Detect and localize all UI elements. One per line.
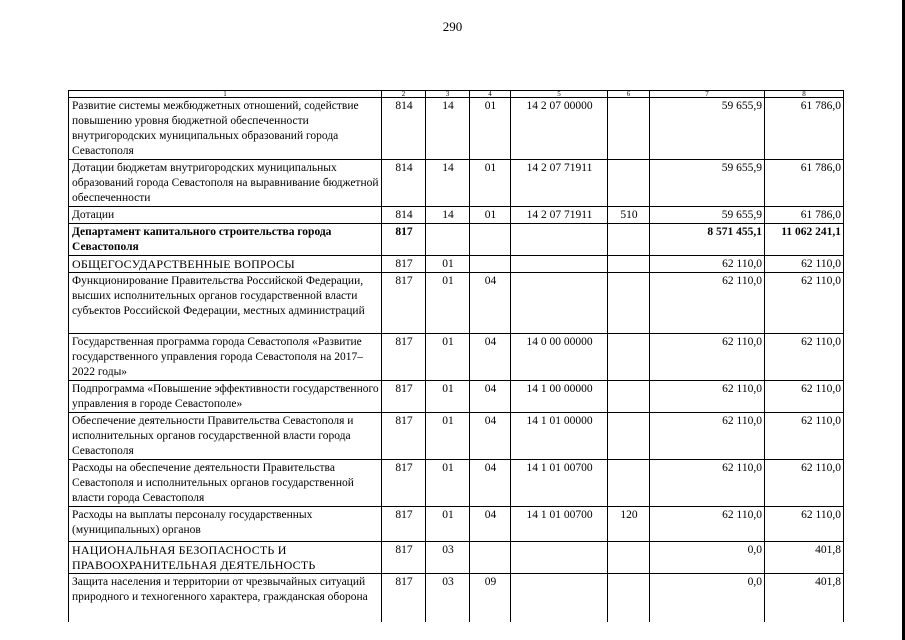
column-number: 1 bbox=[69, 91, 382, 98]
row-gr: 817 bbox=[382, 507, 426, 542]
row-vr bbox=[608, 160, 650, 207]
row-sum-1: 62 110,0 bbox=[650, 334, 765, 381]
row-csr: 14 0 00 00000 bbox=[511, 334, 608, 381]
row-name: ОБЩЕГОСУДАРСТВЕННЫЕ ВОПРОСЫ bbox=[69, 256, 382, 273]
row-rz: 01 bbox=[426, 273, 470, 334]
row-csr bbox=[511, 256, 608, 273]
table-row bbox=[69, 460, 844, 507]
row-vr bbox=[608, 381, 650, 413]
table-row bbox=[69, 273, 844, 334]
row-csr bbox=[511, 574, 608, 622]
table-row bbox=[69, 224, 844, 256]
row-sum-1: 62 110,0 bbox=[650, 507, 765, 542]
row-sum-2: 11 062 241,1 bbox=[765, 224, 844, 256]
row-pr bbox=[470, 542, 511, 574]
row-gr: 817 bbox=[382, 256, 426, 273]
column-number: 4 bbox=[470, 91, 511, 98]
row-sum-2: 61 786,0 bbox=[765, 207, 844, 224]
row-sum-1: 62 110,0 bbox=[650, 273, 765, 334]
row-name: НАЦИОНАЛЬНАЯ БЕЗОПАСНОСТЬ И ПРАВООХРАНИТЕЛЬНАЯ ДЕЯТЕЛЬНОСТЬ bbox=[69, 542, 382, 574]
row-gr: 817 bbox=[382, 381, 426, 413]
row-rz bbox=[426, 224, 470, 256]
row-name: Защита населения и территории от чрезвычайных ситуаций природного и техногенного характера, гражданская оборона bbox=[69, 574, 382, 622]
row-rz: 03 bbox=[426, 542, 470, 574]
row-rz: 01 bbox=[426, 381, 470, 413]
table-row bbox=[69, 507, 844, 542]
row-sum-2: 61 786,0 bbox=[765, 98, 844, 160]
row-csr: 14 1 01 00700 bbox=[511, 460, 608, 507]
row-sum-1: 0,0 bbox=[650, 542, 765, 574]
row-gr: 817 bbox=[382, 224, 426, 256]
row-csr: 14 2 07 71911 bbox=[511, 160, 608, 207]
row-csr: 14 1 01 00000 bbox=[511, 413, 608, 460]
row-pr: 04 bbox=[470, 381, 511, 413]
row-gr: 817 bbox=[382, 413, 426, 460]
table-row bbox=[69, 574, 844, 622]
row-rz: 01 bbox=[426, 413, 470, 460]
row-pr: 04 bbox=[470, 507, 511, 542]
row-rz: 14 bbox=[426, 160, 470, 207]
table-row bbox=[69, 381, 844, 413]
table-row bbox=[69, 413, 844, 460]
row-sum-2: 62 110,0 bbox=[765, 381, 844, 413]
row-vr: 510 bbox=[608, 207, 650, 224]
column-number: 2 bbox=[382, 91, 426, 98]
row-pr bbox=[470, 256, 511, 273]
row-vr bbox=[608, 413, 650, 460]
row-sum-2: 61 786,0 bbox=[765, 160, 844, 207]
row-name: Развитие системы межбюджетных отношений, содействие повышению уровня бюджетной обеспеченности внутригородских муниципальных образований города Севастополя bbox=[69, 98, 382, 160]
row-gr: 814 bbox=[382, 160, 426, 207]
row-vr bbox=[608, 256, 650, 273]
row-name: Дотации бюджетам внутригородских муниципальных образований города Севастополя на выравнивание бюджетной обеспеченности bbox=[69, 160, 382, 207]
table-row bbox=[69, 334, 844, 381]
row-name: Расходы на обеспечение деятельности Правительства Севастополя и исполнительных органов государственной власти города Севастополя bbox=[69, 460, 382, 507]
row-csr bbox=[511, 224, 608, 256]
row-pr: 04 bbox=[470, 334, 511, 381]
table-row bbox=[69, 98, 844, 160]
row-pr: 04 bbox=[470, 413, 511, 460]
table-row bbox=[69, 207, 844, 224]
row-name: Департамент капитального строительства города Севастополя bbox=[69, 224, 382, 256]
row-sum-2: 401,8 bbox=[765, 574, 844, 622]
row-name: Расходы на выплаты персоналу государственных (муниципальных) органов bbox=[69, 507, 382, 542]
column-number: 3 bbox=[426, 91, 470, 98]
row-sum-1: 0,0 bbox=[650, 574, 765, 622]
row-rz: 14 bbox=[426, 98, 470, 160]
row-sum-2: 62 110,0 bbox=[765, 507, 844, 542]
row-vr bbox=[608, 460, 650, 507]
row-csr: 14 2 07 71911 bbox=[511, 207, 608, 224]
row-pr: 01 bbox=[470, 98, 511, 160]
row-sum-1: 8 571 455,1 bbox=[650, 224, 765, 256]
row-sum-1: 59 655,9 bbox=[650, 98, 765, 160]
row-gr: 814 bbox=[382, 207, 426, 224]
row-pr: 04 bbox=[470, 273, 511, 334]
row-rz: 01 bbox=[426, 460, 470, 507]
row-gr: 817 bbox=[382, 542, 426, 574]
row-name: Дотации bbox=[69, 207, 382, 224]
row-sum-2: 62 110,0 bbox=[765, 256, 844, 273]
row-sum-1: 59 655,9 bbox=[650, 160, 765, 207]
row-pr bbox=[470, 224, 511, 256]
page-number: 290 bbox=[442, 19, 463, 34]
budget-table bbox=[68, 90, 844, 622]
table-row bbox=[69, 160, 844, 207]
column-number: 6 bbox=[608, 91, 650, 98]
column-number: 5 bbox=[511, 91, 608, 98]
row-csr bbox=[511, 542, 608, 574]
row-gr: 814 bbox=[382, 98, 426, 160]
row-pr: 01 bbox=[470, 207, 511, 224]
column-number: 8 bbox=[765, 91, 844, 98]
row-rz: 01 bbox=[426, 256, 470, 273]
row-name: Функционирование Правительства Российской Федерации, высших исполнительных органов государственной власти субъектов Российской Федерации, местных администраций bbox=[69, 273, 382, 334]
row-sum-1: 62 110,0 bbox=[650, 381, 765, 413]
row-vr bbox=[608, 334, 650, 381]
row-rz: 14 bbox=[426, 207, 470, 224]
row-vr bbox=[608, 574, 650, 622]
column-number-row bbox=[69, 91, 844, 98]
row-sum-2: 62 110,0 bbox=[765, 273, 844, 334]
row-gr: 817 bbox=[382, 574, 426, 622]
row-csr: 14 1 01 00700 bbox=[511, 507, 608, 542]
row-sum-2: 62 110,0 bbox=[765, 334, 844, 381]
column-number: 7 bbox=[650, 91, 765, 98]
row-name: Государственная программа города Севастополя «Развитие государственного управления города Севастополя на 2017–2022 годы» bbox=[69, 334, 382, 381]
row-vr bbox=[608, 273, 650, 334]
row-sum-1: 62 110,0 bbox=[650, 413, 765, 460]
row-gr: 817 bbox=[382, 334, 426, 381]
row-sum-2: 62 110,0 bbox=[765, 413, 844, 460]
row-name: Подпрограмма «Повышение эффективности государственного управления в городе Севастополе» bbox=[69, 381, 382, 413]
row-gr: 817 bbox=[382, 460, 426, 507]
row-sum-2: 401,8 bbox=[765, 542, 844, 574]
table-row bbox=[69, 542, 844, 574]
row-csr: 14 2 07 00000 bbox=[511, 98, 608, 160]
row-name: Обеспечение деятельности Правительства Севастополя и исполнительных органов государственной власти города Севастополя bbox=[69, 413, 382, 460]
row-rz: 03 bbox=[426, 574, 470, 622]
row-vr bbox=[608, 542, 650, 574]
row-sum-1: 62 110,0 bbox=[650, 256, 765, 273]
row-pr: 04 bbox=[470, 460, 511, 507]
row-vr bbox=[608, 98, 650, 160]
row-vr: 120 bbox=[608, 507, 650, 542]
row-sum-1: 59 655,9 bbox=[650, 207, 765, 224]
row-pr: 09 bbox=[470, 574, 511, 622]
row-gr: 817 bbox=[382, 273, 426, 334]
row-rz: 01 bbox=[426, 507, 470, 542]
row-csr: 14 1 00 00000 bbox=[511, 381, 608, 413]
row-vr bbox=[608, 224, 650, 256]
table-row bbox=[69, 256, 844, 273]
row-pr: 01 bbox=[470, 160, 511, 207]
row-rz: 01 bbox=[426, 334, 470, 381]
row-csr bbox=[511, 273, 608, 334]
row-sum-2: 62 110,0 bbox=[765, 460, 844, 507]
row-sum-1: 62 110,0 bbox=[650, 460, 765, 507]
